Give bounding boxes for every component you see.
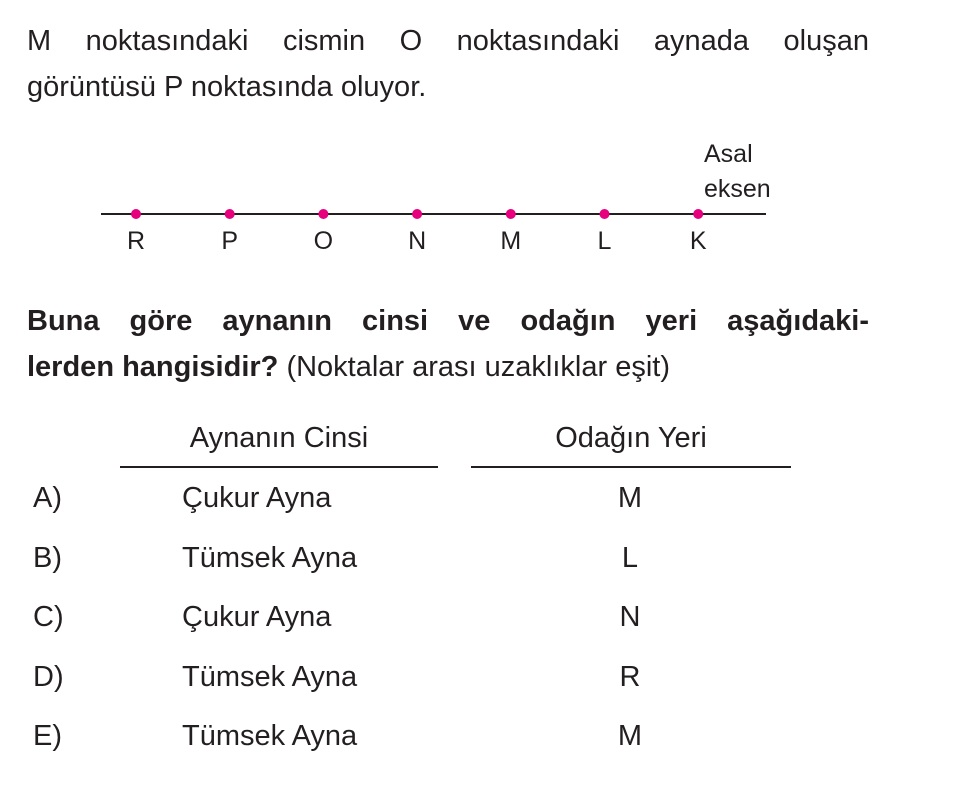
option-e[interactable] — [0, 716, 960, 776]
axis-point-label-n: N — [408, 227, 427, 255]
axis-point-label-k: K — [689, 227, 707, 255]
axis-point-label-m: M — [500, 227, 522, 255]
axis-point-k — [693, 209, 703, 219]
option-letter: D) — [33, 660, 64, 693]
option-mirror-type: Tümsek Ayna — [182, 720, 358, 752]
option-focus: R — [619, 660, 641, 693]
axis-point-n — [412, 209, 422, 219]
question-line-2: lerden hangisidir? — [27, 351, 279, 383]
principal-axis-diagram — [0, 130, 960, 260]
option-mirror-type: Tümsek Ayna — [182, 541, 358, 574]
option-focus: M — [617, 482, 643, 514]
option-c[interactable] — [0, 597, 960, 657]
axis-point-label-l: L — [597, 227, 612, 255]
axis-point-o — [318, 209, 328, 219]
intro-line-2: görüntüsü P noktasında oluyor. — [27, 71, 427, 103]
question-line-1: Buna göre aynanın cinsi ve odağın yeri aşağıdaki- — [27, 305, 869, 337]
option-mirror-type: Tümsek Ayna — [182, 660, 358, 693]
column-rule-mirror-type — [120, 466, 438, 468]
intro-line-1: M noktasındaki cismin O noktasındaki aynada oluşan — [27, 25, 869, 57]
option-letter: B) — [33, 541, 62, 574]
column-header-focus: Odağın Yeri — [555, 422, 707, 454]
axis-point-r — [131, 209, 141, 219]
option-focus: M — [617, 720, 643, 752]
option-letter: E) — [33, 720, 62, 752]
option-a[interactable] — [0, 478, 960, 538]
column-header-mirror-type: Aynanın Cinsi — [189, 422, 369, 454]
axis-label-line-2: eksen — [704, 175, 771, 203]
axis-point-label-p: P — [221, 227, 239, 255]
axis-point-label-o: O — [313, 227, 334, 255]
option-focus: L — [621, 541, 639, 574]
axis-point-m — [506, 209, 516, 219]
option-d[interactable] — [0, 657, 960, 717]
question-note: (Noktalar arası uzaklıklar eşit) — [286, 351, 670, 383]
question-text — [27, 298, 869, 390]
axis-label-line-1: Asal — [704, 140, 753, 168]
axis-point-label-r: R — [126, 227, 146, 255]
axis-point-l — [600, 209, 610, 219]
answer-options — [0, 478, 960, 776]
option-mirror-type: Çukur Ayna — [182, 601, 332, 633]
column-rule-focus — [471, 466, 791, 468]
axis-point-p — [225, 209, 235, 219]
option-letter: C) — [33, 601, 64, 633]
axis-points — [127, 209, 707, 255]
intro-text — [27, 18, 869, 110]
option-mirror-type: Çukur Ayna — [182, 482, 332, 514]
option-focus: N — [619, 601, 641, 633]
option-letter: A) — [33, 482, 62, 514]
option-b[interactable] — [0, 538, 960, 598]
